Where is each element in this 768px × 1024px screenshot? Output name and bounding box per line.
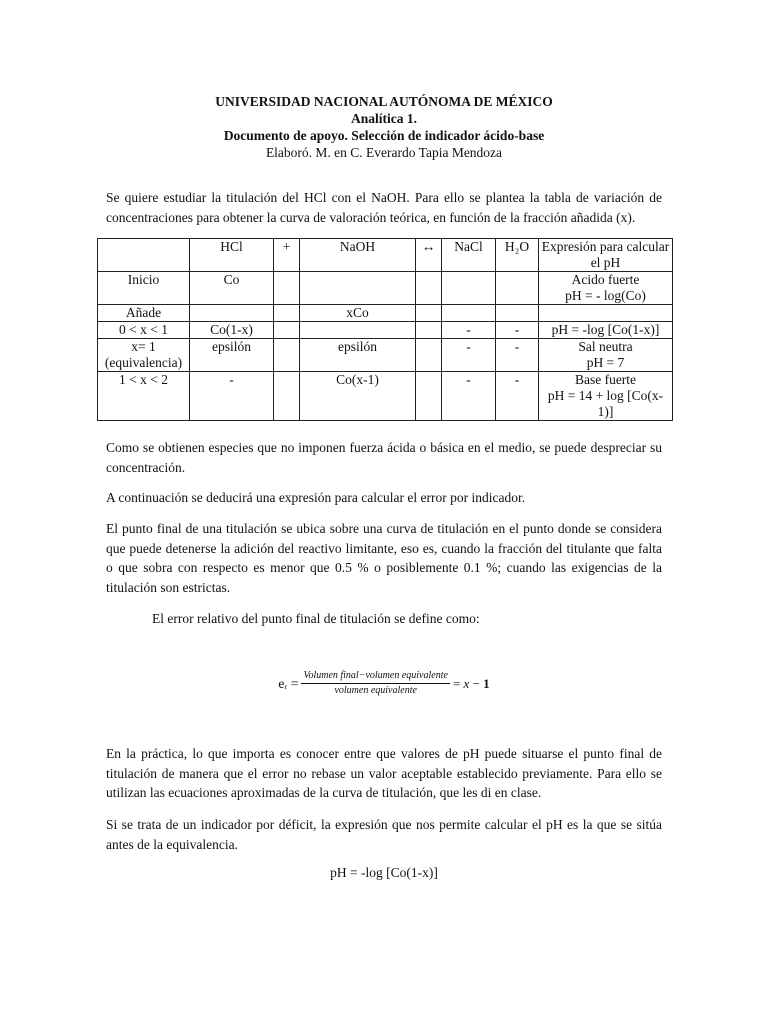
document-header bbox=[0, 93, 768, 161]
table-cell bbox=[416, 339, 442, 372]
table-cell: - bbox=[442, 322, 496, 339]
table-cell bbox=[442, 305, 496, 322]
table-cell bbox=[190, 305, 274, 322]
table-cell bbox=[274, 339, 300, 372]
formula-one: 1 bbox=[483, 675, 490, 691]
formula-x: x bbox=[463, 675, 470, 691]
table-cell: Acido fuerte pH = - log(Co) bbox=[539, 272, 673, 305]
table-cell: Co bbox=[190, 272, 274, 305]
table-cell: epsilón bbox=[300, 339, 416, 372]
paragraph-end-point: El punto final de una titulación se ubica sobre una curva de titulación en el punto donde se considera que puede detenerse la adición del reactivo limitante, eso es, cuando la fracción del titulante que falta o que sobra con respecto es menor que 0.5 % o posiblemente 0.1 %; cuando las exigencias de la titulación son estrictas. bbox=[106, 521, 662, 595]
formula-rhs bbox=[453, 676, 490, 692]
paragraph-species: Como se obtienen especies que no imponen fuerza ácida o básica en el medio, se puede despreciar su concentración. bbox=[106, 440, 662, 475]
table-header-cell: ↔ bbox=[416, 239, 442, 272]
table-header-cell: NaCl bbox=[442, 239, 496, 272]
table-header-cell bbox=[98, 239, 190, 272]
table-cell: Co(x-1) bbox=[300, 372, 416, 421]
table-cell: - bbox=[442, 372, 496, 421]
table-cell bbox=[274, 322, 300, 339]
table-cell: Sal neutra pH = 7 bbox=[539, 339, 673, 372]
table-cell bbox=[274, 305, 300, 322]
table-cell: epsilón bbox=[190, 339, 274, 372]
table-cell: Inicio bbox=[98, 272, 190, 305]
paragraph-deficit-indicator: Si se trata de un indicador por déficit, la expresión que nos permite calcular el pH es la que se sitúa antes de la equivalencia. bbox=[106, 817, 662, 852]
table-cell bbox=[539, 305, 673, 322]
table-cell bbox=[496, 272, 539, 305]
ph-equation: pH = -log [Co(1-x)] bbox=[330, 865, 438, 880]
table-header-cell: + bbox=[274, 239, 300, 272]
formula-fraction bbox=[301, 670, 450, 697]
table-row bbox=[98, 322, 673, 339]
table-cell bbox=[442, 272, 496, 305]
author-line: Elaboró. M. en C. Everardo Tapia Mendoza bbox=[265, 145, 503, 160]
table-cell bbox=[274, 372, 300, 421]
table-cell bbox=[274, 272, 300, 305]
table-cell bbox=[416, 305, 442, 322]
paragraph-relative-error: El error relativo del punto final de titulación se define como: bbox=[152, 611, 480, 626]
table-cell: - bbox=[442, 339, 496, 372]
table-cell bbox=[300, 322, 416, 339]
table-cell bbox=[496, 305, 539, 322]
formula-equals: = bbox=[452, 675, 461, 691]
table-cell: - bbox=[496, 322, 539, 339]
relative-error-formula bbox=[0, 670, 768, 697]
document-title: Documento de apoyo. Selección de indicador ácido-base bbox=[223, 128, 545, 143]
table-cell bbox=[300, 272, 416, 305]
table-cell: Base fuerte pH = 14 + log [Co(x-1)] bbox=[539, 372, 673, 421]
course-name: Analítica 1. bbox=[351, 111, 417, 126]
table-row bbox=[98, 339, 673, 372]
table-header-cell: H₂O bbox=[496, 239, 539, 272]
table-row bbox=[98, 272, 673, 305]
table-header-cell: HCl bbox=[190, 239, 274, 272]
table-cell bbox=[416, 272, 442, 305]
table-header-row bbox=[98, 239, 673, 272]
table-cell: - bbox=[496, 372, 539, 421]
table-cell bbox=[416, 372, 442, 421]
table-cell: pH = -log [Co(1-x)] bbox=[539, 322, 673, 339]
table-cell: Co(1-x) bbox=[190, 322, 274, 339]
table-cell: xCo bbox=[300, 305, 416, 322]
formula-denominator: volumen equivalente bbox=[334, 685, 417, 696]
table-row bbox=[98, 305, 673, 322]
formula-lhs: eᵣ = bbox=[278, 675, 299, 691]
table-header-cell: NaOH bbox=[300, 239, 416, 272]
table-row bbox=[98, 372, 673, 421]
paragraph-practice: En la práctica, lo que importa es conocer entre que valores de pH puede situarse el punto final de titulación de manera que el error no rebase un valor aceptable establecido previamente. Para ello se utilizan las ecuaciones aproximadas de la curva de titulación, que les di en clase. bbox=[106, 746, 662, 800]
concentration-table bbox=[97, 238, 673, 421]
formula-numerator: Volumen final−volumen equivalente bbox=[301, 670, 450, 684]
table-cell: - bbox=[190, 372, 274, 421]
table-cell bbox=[416, 322, 442, 339]
university-name: UNIVERSIDAD NACIONAL AUTÓNOMA DE MÉXICO bbox=[215, 94, 553, 109]
intro-paragraph: Se quiere estudiar la titulación del HCl con el NaOH. Para ello se plantea la tabla de variación de concentraciones para obtener la curva de valoración teórica, en función de la fracción añadida (x). bbox=[106, 190, 662, 225]
formula-minus: − bbox=[472, 675, 480, 691]
table-cell: 0 < x < 1 bbox=[98, 322, 190, 339]
table-cell: Añade bbox=[98, 305, 190, 322]
paragraph-error-intro: A continuación se deducirá una expresión para calcular el error por indicador. bbox=[106, 490, 526, 505]
table-header-cell: Expresión para calcular el pH bbox=[539, 239, 673, 272]
table-cell: x= 1 (equivalencia) bbox=[98, 339, 190, 372]
table-cell: 1 < x < 2 bbox=[98, 372, 190, 421]
table-cell: - bbox=[496, 339, 539, 372]
